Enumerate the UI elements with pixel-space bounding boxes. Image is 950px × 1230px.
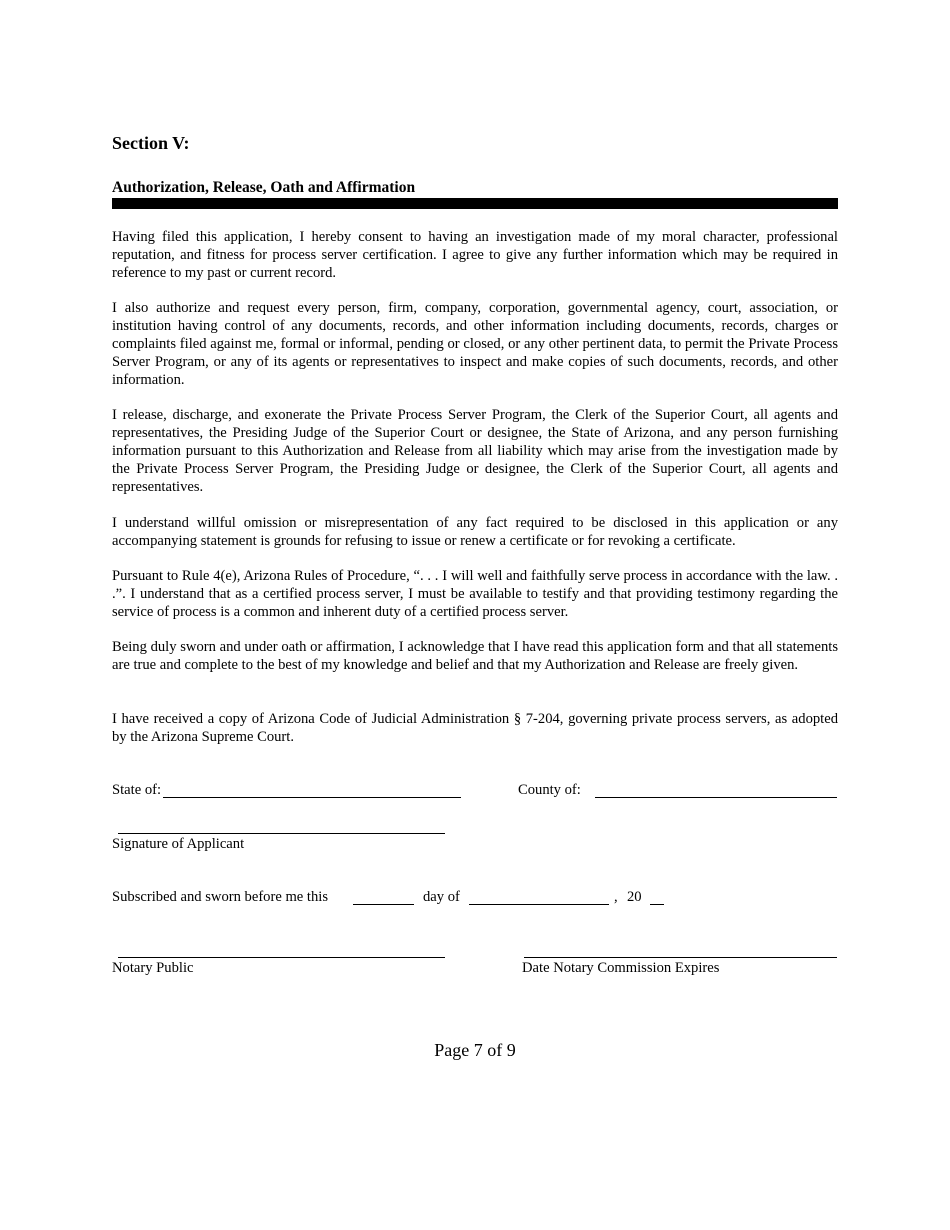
commission-expires-label: Date Notary Commission Expires	[522, 960, 720, 976]
code-receipt-paragraph: I have received a copy of Arizona Code of Judicial Administration § 7-204, governing private process servers, as adopted by the Arizona Supreme Court.	[112, 711, 838, 745]
rule-paragraph: Pursuant to Rule 4(e), Arizona Rules of Procedure, “. . . I will well and faithfully serve process in accordance with the law. . .”. I understand that as a certified process server, I must be available to testify and that providing testimony regarding the service of process is a common and inherent duty of a certified process server.	[112, 568, 838, 620]
consent-paragraph: Having filed this application, I hereby consent to having an investigation made of my moral character, professional reputation, and fitness for process server certification. I agree to give any further information which may be required in reference to my past or current record.	[112, 229, 838, 281]
subscribed-text: Subscribed and sworn before me this	[112, 889, 329, 905]
state-field[interactable]	[163, 797, 461, 798]
heading-rule-bar	[112, 198, 838, 209]
applicant-signature-line[interactable]	[118, 833, 445, 834]
state-label: State of:	[112, 782, 162, 798]
county-label: County of:	[518, 782, 581, 798]
year-field[interactable]	[650, 904, 664, 905]
day-field[interactable]	[353, 904, 414, 905]
release-paragraph: I release, discharge, and exonerate the Private Process Server Program, the Clerk of the Superior Court, all agents and representatives, the Presiding Judge of the Superior Court or designee, the State of Arizona, and any person furnishing information pursuant to this Authorization and Release from all liability which may arise from the investigation made by the Private Process Server Program, the Presiding Judge or designee, the Clerk of the Superior Court, all agents and representatives.	[112, 407, 838, 495]
notary-signature-line[interactable]	[118, 957, 445, 958]
year-prefix: 20	[627, 889, 642, 905]
month-field[interactable]	[469, 904, 609, 905]
commission-date-line[interactable]	[524, 957, 837, 958]
year-comma: ,	[614, 889, 618, 905]
oath-paragraph: Being duly sworn and under oath or affirmation, I acknowledge that I have read this application form and that all statements are true and complete to the best of my knowledge and belief and that my Authorization and Release are freely given.	[112, 639, 838, 673]
section-title: Section V:	[112, 133, 190, 153]
county-field[interactable]	[595, 797, 837, 798]
day-of-text: day of	[423, 889, 460, 905]
authorization-paragraph: I also authorize and request every person, firm, company, corporation, governmental agency, court, association, or institution having control of any documents, records, and other information including documents, records, charges or complaints filed against me, formal or informal, pending or closed, or any other pertinent data, to permit the Private Process Server Program, or any of its agents or representatives to inspect and make copies of such documents, records, and other information.	[112, 300, 838, 388]
notary-public-label: Notary Public	[112, 960, 194, 976]
omission-paragraph: I understand willful omission or misrepresentation of any fact required to be disclosed in this application or any accompanying statement is grounds for refusing to issue or renew a certificate or for revoking a certificate.	[112, 515, 838, 549]
applicant-signature-label: Signature of Applicant	[112, 836, 245, 852]
page-number: Page 7 of 9	[434, 1040, 516, 1060]
section-subtitle: Authorization, Release, Oath and Affirmation	[112, 179, 416, 196]
